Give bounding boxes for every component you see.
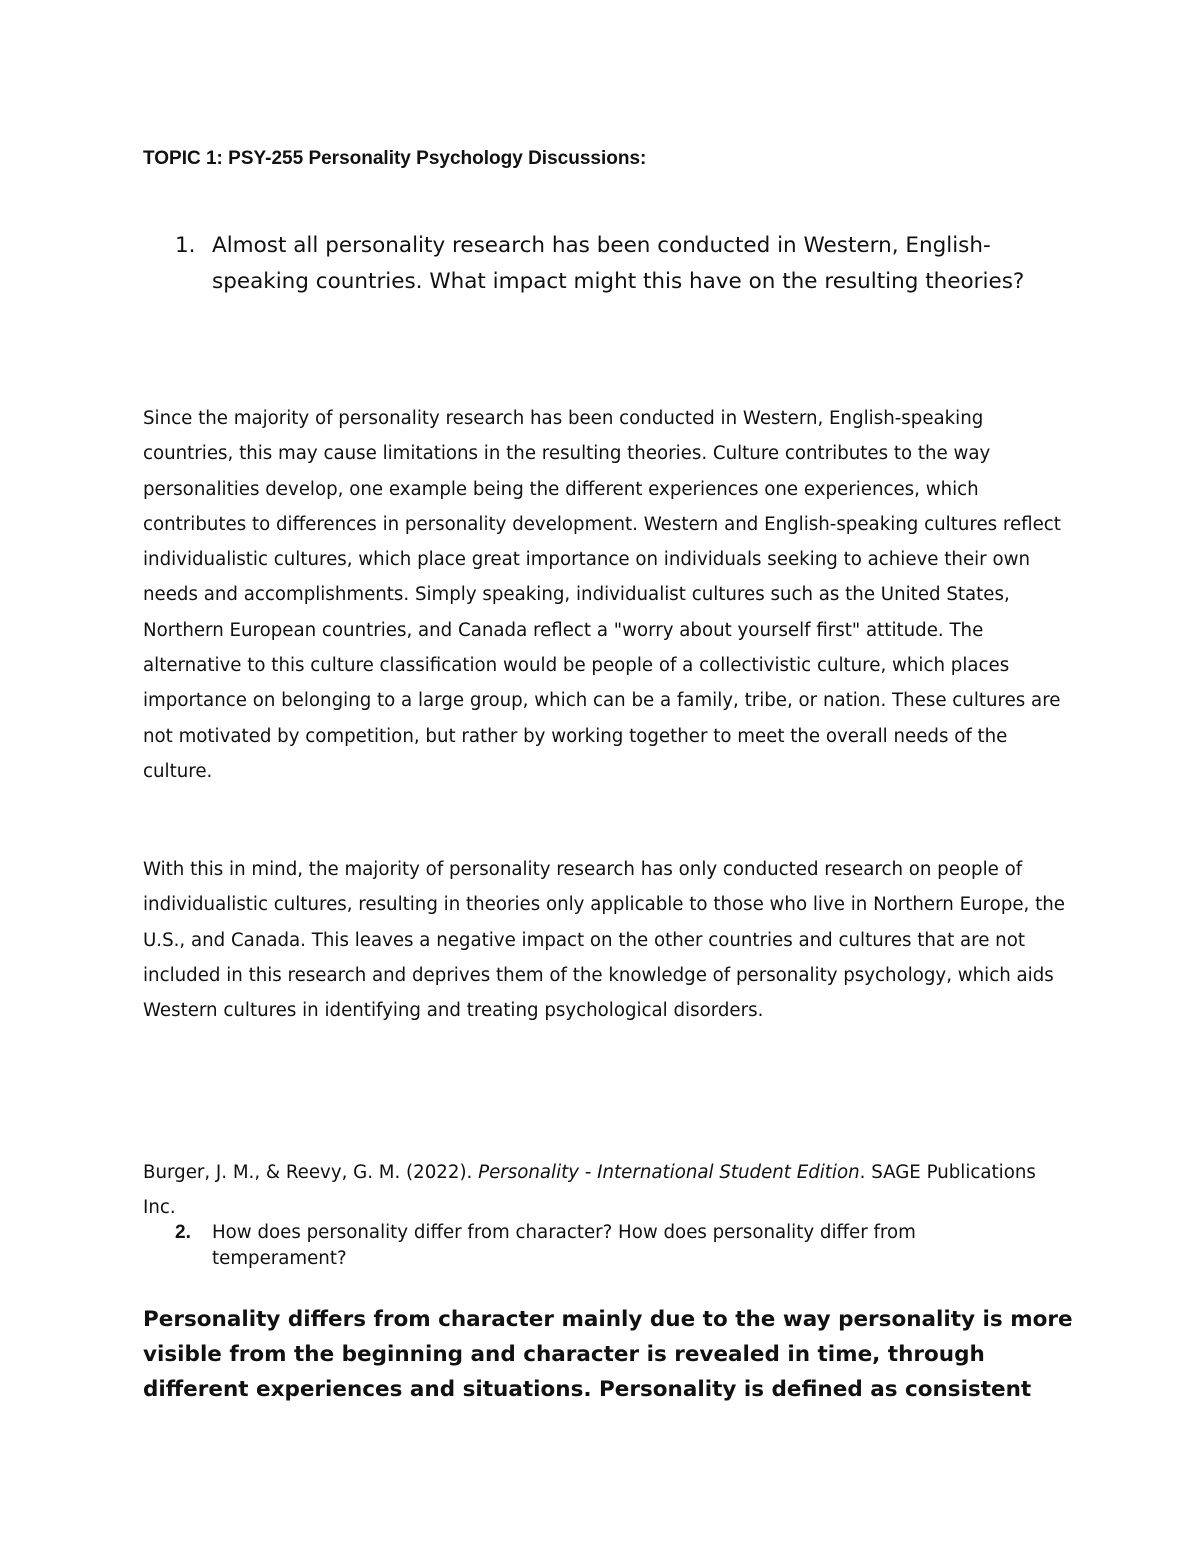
question-1-text: Almost all personality research has been conducted in Western, English-speaking countries. What impact might this have on the resulting theories? [212,233,1025,294]
question-1-number: 1. [175,233,196,258]
citation-title: Personality - International Student Edition [478,1162,860,1183]
topic-title: TOPIC 1: PSY-255 Personality Psychology Discussions: [143,148,647,169]
citation-publisher: . SAGE Publications Inc. [143,1162,1036,1218]
citation-authors: Burger, J. M., & Reevy, G. M. (2022). [143,1162,479,1183]
question-1 [175,228,1055,300]
answer-1-paragraph-2: With this in mind, the majority of personality research has only conducted research on people of individualistic cultures, resulting in theories only applicable to those who live in Northern Europe, the U.S., and Canada. This leaves a negative impact on the other countries and cultures that are not included in this research and deprives them of the knowledge of personality psychology, which aids Western cultures in identifying and treating psychological disorders. [143,859,1065,1022]
question-2-text: How does personality differ from character? How does personality differ from temperament? [212,1222,916,1269]
question-2 [175,1220,1055,1272]
answer-2-paragraph: Personality differs from character mainly due to the way personality is more visible from the beginning and character is revealed in time, through different experiences and situations. Personality is defined as consistent [143,1307,1073,1402]
question-2-number: 2. [175,1222,191,1243]
citation [143,1155,1063,1225]
answer-1-paragraph-1: Since the majority of personality research has been conducted in Western, English-speaking countries, this may cause limitations in the resulting theories. Culture contributes to the way personalities develop, one example being the different experiences one experiences, which contributes to differences in personality development. Western and English-speaking cultures reflect individualistic cultures, which place great importance on individuals seeking to achieve their own needs and accomplishments. Simply speaking, individualist cultures such as the United States, Northern European countries, and Canada reflect a "worry about yourself first" attitude. The alternative to this culture classification would be people of a collectivistic culture, which places importance on belonging to a large group, which can be a family, tribe, or nation. These cultures are not motivated by competition, but rather by working together to meet the overall needs of the culture. [143,408,1061,782]
